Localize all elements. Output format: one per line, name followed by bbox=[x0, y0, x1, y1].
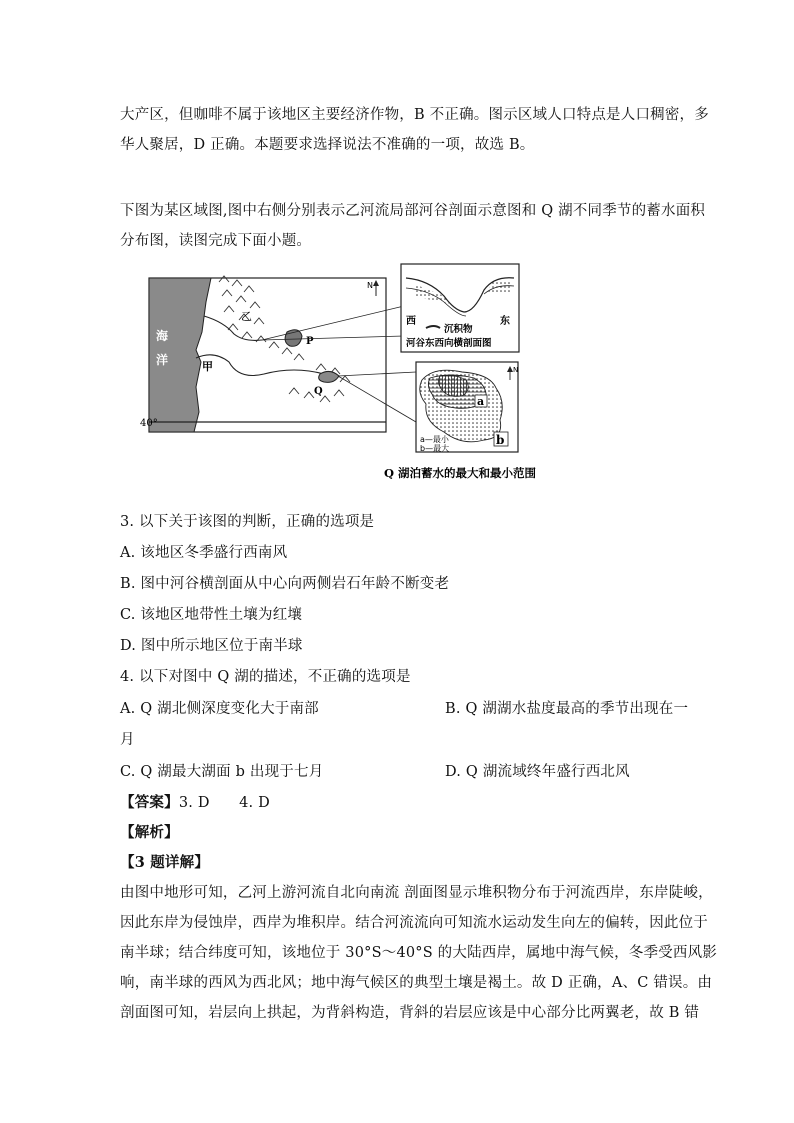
q4-option-b-cont: 月 bbox=[120, 732, 135, 748]
q3-option-d: D. 图中所示地区位于南半球 bbox=[120, 638, 303, 654]
q4-stem: 4. 以下对图中 Q 湖的描述，不正确的选项是 bbox=[120, 669, 411, 685]
q4-option-d: D. Q 湖流域终年盛行西北风 bbox=[445, 764, 630, 780]
legend-a: a—最小 bbox=[420, 435, 449, 444]
analysis-line-2: 因此东岸为侵蚀岸，西岸为堆积岸。结合河流流向可知流水运动发生向左的偏转，因此位于 bbox=[120, 915, 708, 931]
river-jia-label: 甲 bbox=[202, 360, 213, 373]
analysis-sub-label: 【3 题详解】 bbox=[120, 854, 210, 871]
latitude-label: 40° bbox=[140, 418, 158, 429]
figure-caption: Q 湖泊蓄水的最大和最小范围 bbox=[384, 466, 537, 480]
answer-line bbox=[120, 791, 270, 812]
q4-option-b: B. Q 湖湖水盐度最高的季节出现在一 bbox=[445, 701, 689, 717]
prev-text-line-2: 华人聚居，D 正确。本题要求选择说法不准确的一项，故选 B。 bbox=[120, 137, 535, 153]
intro-line-2: 分布图，读图完成下面小题。 bbox=[120, 233, 312, 249]
analysis-line-1: 由图中地形可知，乙河上游河流自北向南流 剖面图显示堆积物分布于河流西岸，东岸陡峻， bbox=[120, 885, 713, 901]
answer-label: 【答案】 bbox=[120, 794, 179, 811]
north-label-main: N bbox=[367, 281, 373, 290]
lake-q-label: Q bbox=[314, 386, 323, 397]
legend-b: b—最大 bbox=[420, 444, 450, 453]
ocean-label-2: 洋 bbox=[156, 353, 169, 367]
section-east-label: 东 bbox=[500, 316, 510, 327]
region-map-figure bbox=[140, 262, 594, 492]
analysis-label: 【解析】 bbox=[120, 824, 179, 841]
section-caption: 河谷东西向横剖面图 bbox=[406, 338, 492, 349]
q4-option-c: C. Q 湖最大湖面 b 出现于七月 bbox=[120, 764, 324, 780]
answer-value: 3. D 4. D bbox=[178, 795, 270, 811]
q3-option-b: B. 图中河谷横剖面从中心向两侧岩石年龄不断变老 bbox=[120, 576, 450, 592]
q4-option-a: A. Q 湖北侧深度变化大于南部 bbox=[120, 701, 319, 717]
river-yi-label: 乙 bbox=[241, 310, 252, 323]
analysis-line-5: 剖面图可知，岩层向上拱起，为背斜构造，背斜的岩层应该是中心部分比两翼老，故 B 错 bbox=[120, 1005, 700, 1021]
lake-a-label: a bbox=[477, 395, 485, 408]
analysis-line-4: 响，南半球的西风为西北风；地中海气候区的典型土壤是褐土。故 D 正确，A、C 错误。由 bbox=[120, 975, 713, 991]
north-label-inset: N bbox=[513, 366, 519, 374]
intro-line-1: 下图为某区域图,图中右侧分别表示乙河流局部河谷剖面示意图和 Q 湖不同季节的蓄水面积 bbox=[120, 203, 706, 219]
prev-text-line-1: 大产区，但咖啡不属于该地区主要经济作物，B 不正确。图示区域人口特点是人口稠密，多 bbox=[120, 107, 709, 123]
lake-b-label: b bbox=[496, 433, 505, 447]
q3-option-a: A. 该地区冬季盛行西南风 bbox=[120, 545, 288, 561]
q3-option-c: C. 该地区地带性土壤为红壤 bbox=[120, 607, 303, 623]
section-west-label: 西 bbox=[406, 316, 416, 327]
lake-p-label: P bbox=[306, 336, 314, 347]
sediment-label: 沉积物 bbox=[444, 324, 473, 335]
main-map bbox=[149, 276, 386, 432]
analysis-line-3: 南半球；结合纬度可知，该地位于 30°S～40°S 的大陆西岸，属地中海气候，冬季受西风影 bbox=[120, 945, 717, 961]
q3-stem: 3. 以下关于该图的判断，正确的选项是 bbox=[120, 514, 375, 530]
ocean-label-1: 海 bbox=[156, 329, 169, 343]
